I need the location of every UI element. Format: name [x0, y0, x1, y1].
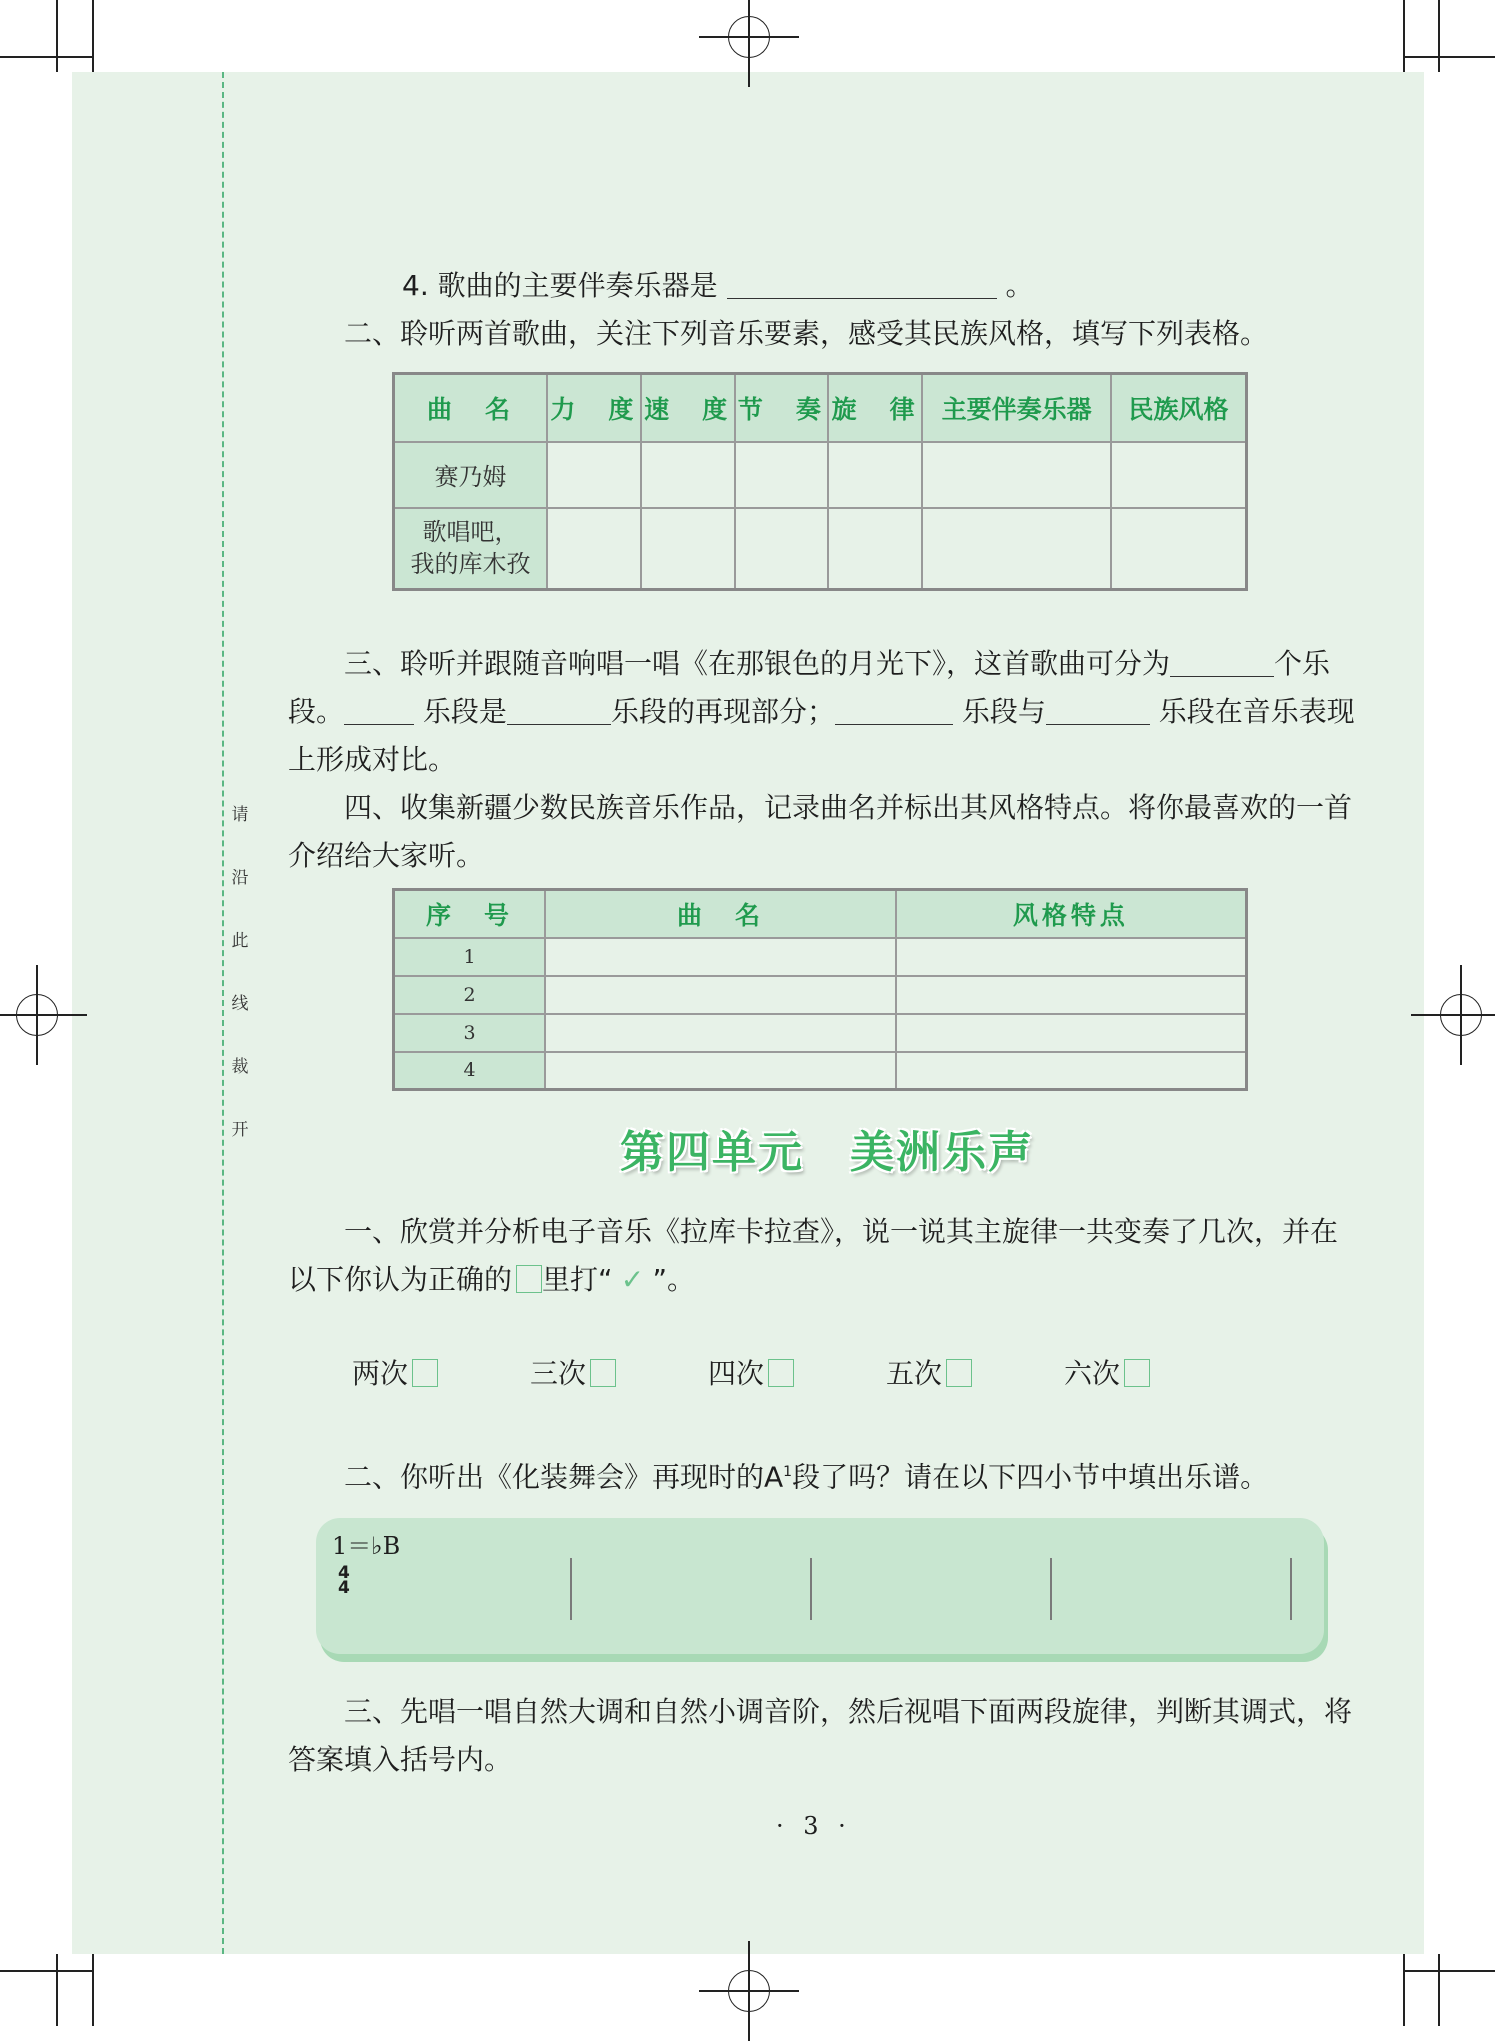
answer-blank[interactable] [344, 694, 414, 725]
time-signature: 4 4 [338, 1563, 350, 1598]
unit4-question-1-line-2: 以下你认为正确的 里打“ ✓ ”。 [288, 1256, 1352, 1304]
crop-mark [56, 0, 58, 72]
answer-blank[interactable] [1170, 646, 1274, 677]
table-row [394, 442, 1247, 508]
answer-cell[interactable] [735, 508, 829, 590]
check-mark-icon: ✓ [620, 1263, 645, 1296]
answer-cell[interactable] [896, 938, 1247, 976]
answer-cell[interactable] [1111, 508, 1246, 590]
header-number: 序 号 [394, 890, 546, 938]
table-header-row [394, 890, 1247, 938]
bar-line [570, 1558, 572, 1620]
section-3-line-1: 三、聆听并跟随音响唱一唱《在那银色的月光下》，这首歌曲可分为 个乐 [344, 647, 1331, 680]
crop-mark [92, 0, 94, 72]
answer-cell[interactable] [547, 508, 641, 590]
crop-mark [0, 1970, 92, 1972]
cut-instruction: 请 沿 此 线 裁 开 [231, 805, 249, 1140]
choice-item: 三次 [530, 1350, 616, 1398]
answer-cell[interactable] [545, 976, 896, 1014]
crop-mark [1403, 1970, 1495, 1972]
crop-mark [1438, 1954, 1440, 2026]
choice-item: 两次 [352, 1350, 438, 1398]
section-4-line-2: 介绍给大家听。 [288, 839, 485, 872]
unit4-question-3-line-1: 三、先唱一唱自然大调和自然小调音阶，然后视唱下面两段旋律，判断其调式，将 [344, 1695, 1353, 1728]
answer-cell[interactable] [828, 442, 922, 508]
answer-cell[interactable] [828, 508, 922, 590]
header-instruments: 主要伴奏乐器 [922, 374, 1111, 442]
table-row [394, 508, 1247, 590]
answer-cell[interactable] [922, 442, 1111, 508]
crop-mark [1438, 0, 1440, 72]
section-3-line-3: 上形成对比。 [288, 743, 457, 776]
crop-mark [92, 1954, 94, 2026]
crop-mark [56, 1954, 58, 2026]
registration-mark [728, 1970, 770, 2012]
answer-blank[interactable] [835, 694, 953, 725]
table-collection [392, 888, 1248, 1091]
table-header-row [394, 374, 1247, 442]
bar-line [1050, 1558, 1052, 1620]
song-name-cell: 赛乃姆 [394, 442, 547, 508]
cut-line [222, 72, 224, 1954]
answer-blank[interactable] [507, 694, 611, 725]
crop-mark [1403, 56, 1495, 58]
bar-line [1290, 1558, 1292, 1620]
crop-mark [1403, 0, 1405, 72]
registration-mark [728, 16, 770, 58]
answer-blank[interactable] [727, 268, 997, 299]
answer-blank[interactable] [1046, 694, 1150, 725]
answer-cell[interactable] [545, 938, 896, 976]
answer-cell[interactable] [735, 442, 829, 508]
answer-cell[interactable] [545, 1014, 896, 1052]
page-number: · 3 · [776, 1812, 852, 1840]
header-ethnic-style: 民族风格 [1111, 374, 1246, 442]
header-dynamics: 力 度 [547, 374, 641, 442]
header-song-name: 曲 名 [394, 374, 547, 442]
section-4-line-1: 四、收集新疆少数民族音乐作品，记录曲名并标出其风格特点。将你最喜欢的一首 [344, 791, 1353, 824]
row-number: 4 [394, 1052, 546, 1090]
answer-cell[interactable] [547, 442, 641, 508]
choice-item: 五次 [886, 1350, 972, 1398]
registration-mark [1440, 994, 1482, 1036]
notation-staff[interactable] [316, 1518, 1324, 1654]
choice-checkbox[interactable] [1124, 1359, 1150, 1387]
bar-line [810, 1558, 812, 1620]
row-number: 2 [394, 976, 546, 1014]
header-rhythm: 节 奏 [735, 374, 829, 442]
choice-item: 四次 [708, 1350, 794, 1398]
row-number: 1 [394, 938, 546, 976]
answer-cell[interactable] [922, 508, 1111, 590]
row-number: 3 [394, 1014, 546, 1052]
unit-title: 第四单元 美洲乐声 [620, 1127, 1034, 1178]
key-signature: 1＝♭B [332, 1532, 401, 1560]
registration-mark [16, 994, 58, 1036]
choice-checkbox[interactable] [412, 1359, 438, 1387]
choice-checkbox[interactable] [590, 1359, 616, 1387]
crop-mark [0, 56, 92, 58]
example-checkbox [516, 1265, 542, 1293]
choice-item: 六次 [1064, 1350, 1150, 1398]
choice-checkbox[interactable] [768, 1359, 794, 1387]
unit4-question-2: 二、你听出《化装舞会》再现时的$A^1$段了吗？请在以下四小节中填出乐谱。 [344, 1460, 1269, 1494]
header-melody: 旋 律 [828, 374, 922, 442]
table-row [394, 1014, 1247, 1052]
section-3-line-2: 段。 乐段是 乐段的再现部分； 乐段与 乐段在音乐表现 [288, 695, 1355, 728]
table-row [394, 976, 1247, 1014]
answer-cell[interactable] [641, 508, 735, 590]
header-song-name: 曲 名 [545, 890, 896, 938]
table-row [394, 1052, 1247, 1090]
answer-cell[interactable] [896, 1014, 1247, 1052]
answer-cell[interactable] [896, 976, 1247, 1014]
table-song-elements [392, 372, 1248, 591]
choice-checkbox[interactable] [946, 1359, 972, 1387]
answer-cell[interactable] [545, 1052, 896, 1090]
header-tempo: 速 度 [641, 374, 735, 442]
answer-cell[interactable] [1111, 442, 1246, 508]
header-style-features: 风格特点 [896, 890, 1247, 938]
question-4: 4. 歌曲的主要伴奏乐器是 。 [402, 269, 1034, 302]
unit4-question-1-line-1: 一、欣赏并分析电子音乐《拉库卡拉查》，说一说其主旋律一共变奏了几次，并在 [344, 1215, 1339, 1248]
crop-mark [1403, 1954, 1405, 2026]
table-row [394, 938, 1247, 976]
answer-cell[interactable] [896, 1052, 1247, 1090]
song-name-cell: 歌唱吧， 我的库木孜 [394, 508, 547, 590]
answer-cell[interactable] [641, 442, 735, 508]
unit4-question-3-line-2: 答案填入括号内。 [288, 1743, 513, 1776]
section-2-title: 二、聆听两首歌曲，关注下列音乐要素，感受其民族风格，填写下列表格。 [344, 317, 1269, 350]
